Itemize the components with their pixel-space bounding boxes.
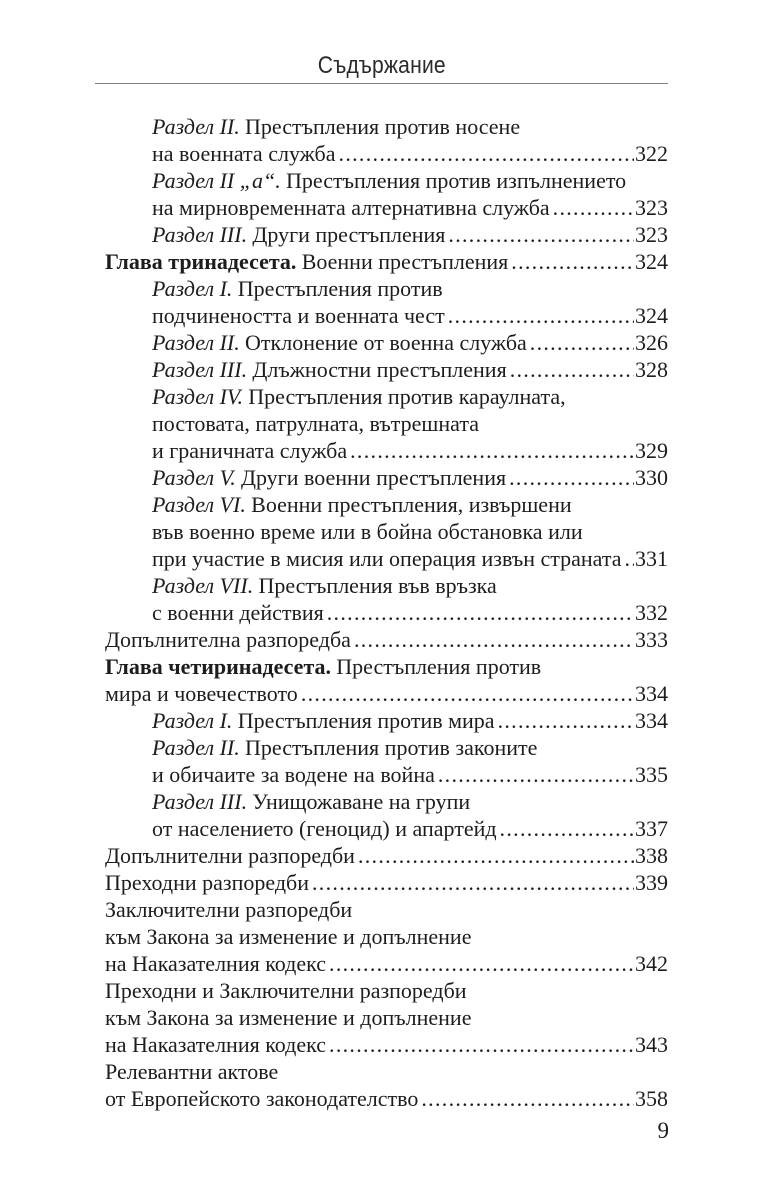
dot-leader bbox=[339, 140, 634, 167]
dot-leader bbox=[448, 221, 634, 248]
dot-leader bbox=[354, 626, 634, 653]
entry-text: Други военни престъпления bbox=[240, 465, 507, 490]
toc-entry bbox=[105, 302, 668, 329]
entry-text: Унищожаване на групи bbox=[252, 789, 471, 814]
entry-text: Престъпления против мира bbox=[237, 708, 495, 733]
toc-entry bbox=[105, 464, 668, 491]
entry-text: Заключителни разпоредби bbox=[105, 897, 353, 922]
dot-leader bbox=[500, 815, 634, 842]
dot-leader bbox=[350, 437, 634, 464]
entry-section-prefix: Раздел III. bbox=[152, 789, 248, 814]
toc-entry bbox=[105, 1085, 668, 1112]
entry-text: във военно време или в бойна обстановка или bbox=[152, 519, 583, 544]
entry-section-prefix: Раздел III. bbox=[152, 222, 248, 247]
toc-entry bbox=[105, 545, 668, 572]
entry-section-prefix: Раздел II. bbox=[152, 114, 240, 139]
toc-entry bbox=[105, 491, 668, 518]
entry-text: Престъпления против караулната, bbox=[248, 384, 566, 409]
entry-page-number: 323 bbox=[635, 195, 668, 220]
toc-entry bbox=[105, 248, 668, 275]
toc-entry bbox=[105, 167, 668, 194]
entry-section-prefix: Раздел II. bbox=[152, 735, 240, 760]
entry-text: Отклонение от военна служба bbox=[245, 330, 527, 355]
entry-page-number: 323 bbox=[635, 222, 668, 247]
entry-page-number: 343 bbox=[635, 1032, 668, 1057]
dot-leader bbox=[509, 464, 634, 491]
entry-section-prefix: Раздел II. bbox=[152, 330, 240, 355]
entry-section-prefix: Раздел IV. bbox=[152, 384, 244, 409]
entry-text: Престъпления против bbox=[237, 276, 443, 301]
toc-entry bbox=[105, 869, 668, 896]
toc-entry bbox=[105, 572, 668, 599]
entry-text: Други престъпления bbox=[252, 222, 446, 247]
entry-text: Преходни разпоредби bbox=[105, 870, 309, 895]
entry-section-prefix: Раздел VI. bbox=[152, 492, 246, 517]
toc-entry bbox=[105, 734, 668, 761]
page-header bbox=[95, 0, 668, 84]
entry-section-prefix: Раздел VII. bbox=[152, 573, 254, 598]
dot-leader bbox=[329, 1031, 634, 1058]
entry-page-number: 335 bbox=[635, 762, 668, 787]
entry-page-number: 326 bbox=[635, 330, 668, 355]
entry-text: при участие в мисия или операция извън страната bbox=[152, 546, 622, 571]
entry-page-number: 333 bbox=[635, 627, 668, 652]
entry-page-number: 342 bbox=[635, 951, 668, 976]
entry-text: Допълнителна разпоредба bbox=[105, 627, 351, 652]
toc-entry bbox=[105, 761, 668, 788]
entry-text: мира и човечеството bbox=[105, 681, 298, 706]
entry-chapter-prefix: Глава четиринадесета. bbox=[105, 654, 332, 679]
toc-entry bbox=[105, 815, 668, 842]
toc-entry bbox=[105, 680, 668, 707]
entry-chapter-prefix: Глава тринадесета. bbox=[105, 249, 297, 274]
dot-leader bbox=[553, 194, 634, 221]
entry-section-prefix: Раздел III. bbox=[152, 357, 248, 382]
toc-entry bbox=[105, 221, 668, 248]
toc-entry bbox=[105, 1031, 668, 1058]
entry-text: и граничната служба bbox=[152, 438, 348, 463]
entry-page-number: 328 bbox=[635, 357, 668, 382]
toc-entry bbox=[105, 896, 668, 923]
entry-text: Военни престъпления, извършени bbox=[251, 492, 572, 517]
entry-text: с военни действия bbox=[152, 600, 324, 625]
dot-leader bbox=[301, 680, 634, 707]
dot-leader bbox=[448, 302, 634, 329]
toc-entry bbox=[105, 1004, 668, 1031]
dot-leader bbox=[511, 248, 634, 275]
dot-leader bbox=[498, 707, 634, 734]
entry-page-number: 324 bbox=[635, 249, 668, 274]
dot-leader bbox=[438, 761, 634, 788]
dot-leader bbox=[312, 869, 634, 896]
entry-page-number: 332 bbox=[635, 600, 668, 625]
header-rule bbox=[95, 83, 668, 84]
entry-text: Престъпления против законите bbox=[245, 735, 538, 760]
toc-entry bbox=[105, 788, 668, 815]
entry-text: Престъпления против носене bbox=[245, 114, 521, 139]
entry-page-number: 330 bbox=[635, 465, 668, 490]
dot-leader bbox=[421, 1085, 634, 1112]
toc-entry bbox=[105, 518, 668, 545]
toc-entry bbox=[105, 113, 668, 140]
entry-page-number: 338 bbox=[635, 843, 668, 868]
dot-leader bbox=[358, 842, 634, 869]
dot-leader bbox=[510, 356, 634, 383]
toc-entry bbox=[105, 977, 668, 1004]
entry-section-prefix: Раздел I. bbox=[152, 276, 233, 301]
entry-text: на Наказателния кодекс bbox=[105, 951, 327, 976]
toc-entry bbox=[105, 626, 668, 653]
entry-section-prefix: Раздел V. bbox=[152, 465, 236, 490]
toc-entry bbox=[105, 410, 668, 437]
toc-entry bbox=[105, 275, 668, 302]
toc-entry bbox=[105, 707, 668, 734]
entry-text: на мирновременната алтернативна служба bbox=[152, 195, 550, 220]
toc-list bbox=[105, 113, 668, 1112]
entry-text: Военни престъпления bbox=[301, 249, 509, 274]
page-number: 9 bbox=[657, 1118, 669, 1143]
toc-entry bbox=[105, 437, 668, 464]
entry-page-number: 339 bbox=[635, 870, 668, 895]
entry-text: подчинеността и военната чест bbox=[152, 303, 445, 328]
dot-leader bbox=[329, 950, 634, 977]
entry-text: към Закона за изменение и допълнение bbox=[105, 1005, 472, 1030]
entry-text: на военната служба bbox=[152, 141, 336, 166]
toc-entry bbox=[105, 194, 668, 221]
toc-entry bbox=[105, 842, 668, 869]
dot-leader bbox=[530, 329, 634, 356]
entry-section-prefix: Раздел II „а“. bbox=[152, 168, 281, 193]
toc-entry bbox=[105, 329, 668, 356]
entry-page-number: 337 bbox=[635, 816, 668, 841]
entry-text: Престъпления против изпълнението bbox=[286, 168, 627, 193]
entry-page-number: 324 bbox=[635, 303, 668, 328]
toc-entry bbox=[105, 653, 668, 680]
entry-text: към Закона за изменение и допълнение bbox=[105, 924, 472, 949]
entry-section-prefix: Раздел I. bbox=[152, 708, 233, 733]
toc-entry bbox=[105, 383, 668, 410]
entry-text: Престъпления против bbox=[336, 654, 542, 679]
entry-text: от Европейското законодателство bbox=[105, 1086, 419, 1111]
entry-text: Престъпления във връзка bbox=[258, 573, 497, 598]
toc-entry bbox=[105, 950, 668, 977]
entry-text: Допълнителни разпоредби bbox=[105, 843, 355, 868]
entry-text: Релевантни актове bbox=[105, 1059, 279, 1084]
entry-text: от населението (геноцид) и апартейд bbox=[152, 816, 497, 841]
entry-text: Преходни и Заключителни разпоредби bbox=[105, 978, 467, 1003]
entry-page-number: 334 bbox=[635, 681, 668, 706]
entry-page-number: 329 bbox=[635, 438, 668, 463]
toc-entry bbox=[105, 1058, 668, 1085]
entry-text: Длъжностни престъпления bbox=[252, 357, 507, 382]
entry-page-number: 331 bbox=[635, 546, 668, 571]
entry-page-number: 322 bbox=[635, 141, 668, 166]
entry-text: и обичаите за водене на война bbox=[152, 762, 435, 787]
toc-entry bbox=[105, 140, 668, 167]
entry-page-number: 334 bbox=[635, 708, 668, 733]
entry-text: на Наказателния кодекс bbox=[105, 1032, 327, 1057]
toc-entry bbox=[105, 923, 668, 950]
dot-leader bbox=[625, 545, 634, 572]
entry-text: постовата, патрулната, вътрешната bbox=[152, 411, 479, 436]
dot-leader bbox=[327, 599, 634, 626]
entry-page-number: 358 bbox=[635, 1086, 668, 1111]
toc-entry bbox=[105, 356, 668, 383]
page-title: Съдържание bbox=[317, 52, 446, 79]
toc-entry bbox=[105, 599, 668, 626]
